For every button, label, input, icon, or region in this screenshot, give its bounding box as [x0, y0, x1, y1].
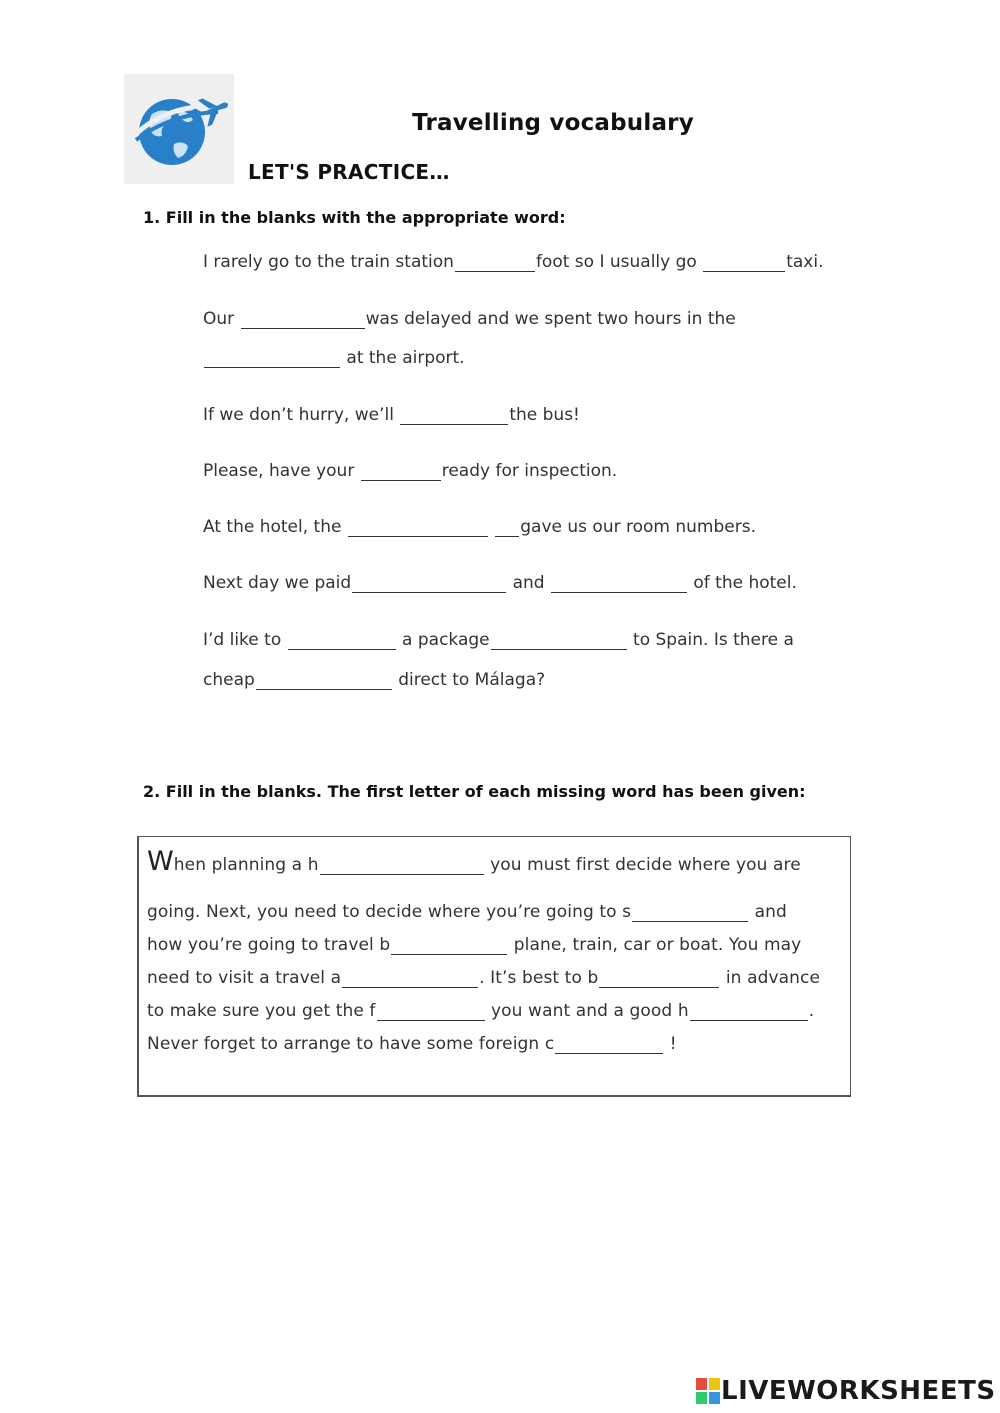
- exercise-2-heading: 2. Fill in the blanks. The first letter of each missing word has been given:: [143, 782, 806, 801]
- text-segment: hen planning a h: [173, 855, 319, 875]
- ex1-line-6: [203, 517, 756, 537]
- page-title: Travelling vocabulary: [412, 110, 694, 136]
- text-segment: taxi.: [786, 252, 824, 272]
- text-segment: you must first decide where you are: [484, 855, 801, 875]
- text-segment: I’d like to: [203, 630, 287, 650]
- blank-input[interactable]: [256, 671, 392, 690]
- text-segment: I rarely go to the train station: [203, 252, 454, 272]
- text-segment: If we don’t hurry, we’ll: [203, 405, 400, 425]
- text-segment: . It’s best to b: [479, 968, 599, 988]
- text-segment: At the hotel, the: [203, 517, 347, 537]
- text-segment: and: [507, 573, 550, 593]
- blank-input[interactable]: [348, 518, 488, 537]
- blank-input[interactable]: [703, 253, 785, 272]
- text-segment: and: [749, 902, 787, 922]
- ex1-line-8: [203, 630, 794, 650]
- text-segment: in advance: [720, 968, 821, 988]
- blank-input[interactable]: [400, 406, 508, 425]
- text-segment: Our: [203, 309, 240, 329]
- text-segment: plane, train, car or boat. You may: [508, 935, 802, 955]
- blank-input[interactable]: [599, 969, 719, 988]
- brand-name: LIVEWORKSHEETS: [721, 1376, 996, 1406]
- ex1-line-4: [203, 405, 580, 425]
- text-segment: of the hotel.: [687, 573, 797, 593]
- blank-input[interactable]: [551, 574, 687, 593]
- blank-input[interactable]: [555, 1035, 663, 1054]
- blank-input[interactable]: [455, 253, 535, 272]
- text-segment: how you’re going to travel b: [147, 935, 391, 955]
- text-segment: foot so I usually go: [535, 252, 703, 272]
- blank-input[interactable]: [342, 969, 478, 988]
- text-segment: was delayed and we spent two hours in the: [365, 309, 736, 329]
- text-segment: to make sure you get the f: [147, 1001, 376, 1021]
- ex2-line-4: [147, 968, 820, 988]
- ex2-line-1: [147, 846, 801, 877]
- text-segment: Please, have your: [203, 461, 360, 481]
- blank-input[interactable]: [491, 631, 627, 650]
- text-segment: [489, 517, 494, 537]
- ex2-line-3: [147, 935, 801, 955]
- blank-input[interactable]: [320, 856, 484, 875]
- ex1-line-3: [203, 348, 465, 368]
- text-segment: Next day we paid: [203, 573, 352, 593]
- ex2-line-5: [147, 1001, 814, 1021]
- blank-input[interactable]: [204, 349, 340, 368]
- text-segment: direct to Málaga?: [392, 670, 546, 690]
- text-segment: ready for inspection.: [441, 461, 618, 481]
- logo: [124, 74, 234, 184]
- text-segment: at the airport.: [341, 348, 465, 368]
- blank-input[interactable]: [391, 936, 507, 955]
- page-subtitle: LET'S PRACTICE…: [248, 160, 450, 184]
- ex2-line-6: [147, 1034, 677, 1054]
- ex1-line-9: [203, 670, 545, 690]
- blank-input[interactable]: [377, 1002, 485, 1021]
- ex2-line-2: [147, 902, 787, 922]
- blank-input[interactable]: [495, 518, 519, 537]
- liveworksheets-badge-icon: [695, 1377, 721, 1405]
- liveworksheets-logo[interactable]: [695, 1376, 996, 1406]
- text-segment: .: [808, 1001, 815, 1021]
- globe-airplane-icon: [124, 74, 234, 184]
- text-segment: Never forget to arrange to have some foreign c: [147, 1034, 555, 1054]
- text-segment: you want and a good h: [485, 1001, 689, 1021]
- blank-input[interactable]: [352, 574, 506, 593]
- text-segment: gave us our room numbers.: [520, 517, 756, 537]
- text-segment: a package: [396, 630, 490, 650]
- ex1-line-7: [203, 573, 797, 593]
- exercise-1-heading: 1. Fill in the blanks with the appropriate word:: [143, 208, 566, 227]
- blank-input[interactable]: [288, 631, 396, 650]
- text-segment: need to visit a travel a: [147, 968, 342, 988]
- ex1-line-5: [203, 461, 617, 481]
- blank-input[interactable]: [690, 1002, 808, 1021]
- text-segment: the bus!: [509, 405, 580, 425]
- text-segment: cheap: [203, 670, 255, 690]
- blank-input[interactable]: [241, 310, 365, 329]
- text-segment: !: [664, 1034, 677, 1054]
- text-segment: to Spain. Is there a: [627, 630, 794, 650]
- blank-input[interactable]: [361, 462, 441, 481]
- ex1-line-2: [203, 309, 736, 329]
- drop-cap: W: [147, 846, 174, 877]
- ex1-line-1: [203, 252, 823, 272]
- text-segment: going. Next, you need to decide where you’re going to s: [147, 902, 632, 922]
- blank-input[interactable]: [632, 903, 748, 922]
